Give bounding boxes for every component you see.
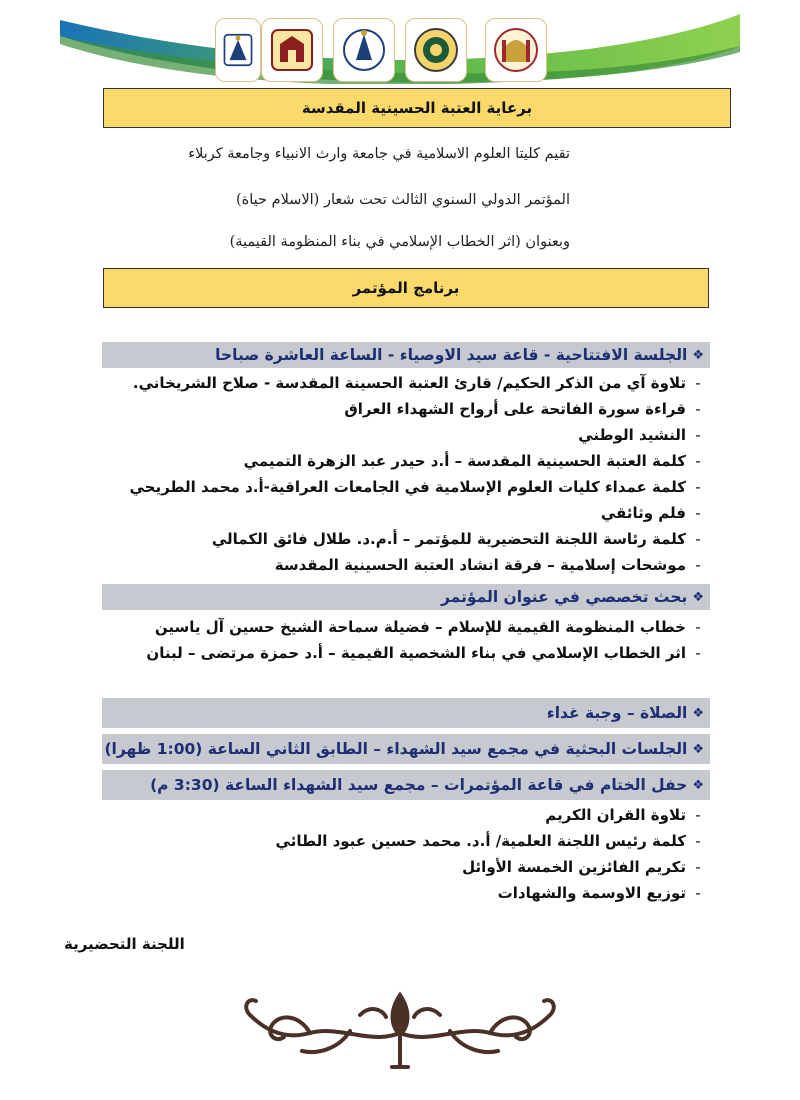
- program-title-box: [103, 268, 709, 308]
- section-heading-text: حفل الختام في قاعة المؤتمرات – مجمع سيد الشهداء الساعة (3:30 م): [150, 776, 688, 794]
- scroll-ornament-icon: [240, 985, 560, 1075]
- logo-university-seal: [215, 18, 261, 82]
- program-title: برنامج المؤتمر: [352, 279, 460, 297]
- intro-line-2: المؤتمر الدولي السنوي الثالث تحت شعار (الاسلام حياة): [235, 192, 570, 208]
- intro-line-1: تقيم كليتا العلوم الاسلامية في جامعة وارث الانبياء وجامعة كربلاء: [188, 146, 570, 162]
- section-heading-opening: [102, 342, 710, 368]
- list-item: -تلاوة آي من الذكر الحكيم/ قارئ العتبة الحسينة المقدسة - صلاح الشريخاني.: [132, 374, 701, 392]
- section-heading-text: الجلسات البحثية في مجمع سيد الشهداء – الطابق الثاني الساعة (1:00 ظهرا): [104, 740, 688, 758]
- list-item: -فلم وثائقي: [600, 504, 701, 522]
- section-heading-prayer: [102, 698, 710, 728]
- list-item: -كلمة رئيس اللجنة العلمية/ أ.د. محمد حسين عبود الطائي: [275, 832, 701, 850]
- diamond-bullet-icon: ❖: [692, 347, 704, 363]
- list-item: -تلاوة القران الكريم: [545, 806, 701, 824]
- signature: اللجنة التحضيرية: [64, 935, 185, 953]
- section-heading-closing: [102, 770, 710, 800]
- list-item: -كلمة العتبة الحسينية المقدسة – أ.د حيدر عبد الزهرة التميمي: [243, 452, 701, 470]
- list-item: -موشحات إسلامية – فرقة انشاد العتبة الحسينية المقدسة: [274, 556, 701, 574]
- section-closing-list: [276, 802, 710, 906]
- section-heading-sessions: [102, 734, 710, 764]
- section-heading-text: الجلسة الافتتاحية - قاعة سيد الاوصياء - الساعة العاشرة صباحا: [215, 346, 688, 364]
- diamond-bullet-icon: ❖: [692, 777, 704, 793]
- list-item: -توزيع الاوسمة والشهادات: [497, 884, 701, 902]
- intro-line-3: وبعنوان (اثر الخطاب الإسلامي في بناء المنظومة القيمية): [229, 234, 570, 250]
- section-heading-text: الصلاة – وجبة غداء: [546, 704, 688, 722]
- section-research-list: [146, 614, 710, 666]
- section-heading-text: بحث تخصصي في عنوان المؤتمر: [441, 588, 688, 606]
- list-item: -كلمة عمداء كليات العلوم الإسلامية في الجامعات العراقية-أ.د محمد الطريحي: [129, 478, 701, 496]
- logo-emblem: [261, 18, 323, 82]
- sponsor-box: [103, 88, 731, 128]
- logo-warith-anbiya: [333, 18, 395, 82]
- list-item: -النشيد الوطني: [578, 426, 701, 444]
- diamond-bullet-icon: ❖: [692, 741, 704, 757]
- logo-round-emblem: [405, 18, 467, 82]
- list-item: -تكريم الفائزين الخمسة الأوائل: [462, 858, 701, 876]
- diamond-bullet-icon: ❖: [692, 589, 704, 605]
- seal-round-emblem-icon: [410, 24, 462, 76]
- green-swoosh-icon: [60, 6, 740, 84]
- list-item: -خطاب المنظومة القيمية للإسلام – فضيلة سماحة الشيخ حسين آل ياسين: [154, 618, 701, 636]
- list-item: -قراءة سورة الفاتحة على أرواح الشهداء العراق: [344, 400, 701, 418]
- seal-emblem-icon: [266, 24, 318, 76]
- section-opening-list: [129, 370, 710, 578]
- diamond-bullet-icon: ❖: [692, 705, 704, 721]
- header-banner: [60, 6, 740, 84]
- section-heading-research: [102, 584, 710, 610]
- seal-warith-anbiya-university-icon: [216, 24, 260, 76]
- sponsor-title: برعاية العتبة الحسينية المقدسة: [301, 99, 533, 117]
- seal-holy-shrine-icon: [490, 24, 542, 76]
- list-item: -كلمة رئاسة اللجنة التحضيرية للمؤتمر – أ.م.د. طلال فائق الكمالي: [211, 530, 701, 548]
- logo-holy-shrine: [485, 18, 547, 82]
- seal-warith-anbiya-icon: [338, 24, 390, 76]
- list-item: -اثر الخطاب الإسلامي في بناء الشخصية القيمية – أ.د حمزة مرتضى – لبنان: [146, 644, 701, 662]
